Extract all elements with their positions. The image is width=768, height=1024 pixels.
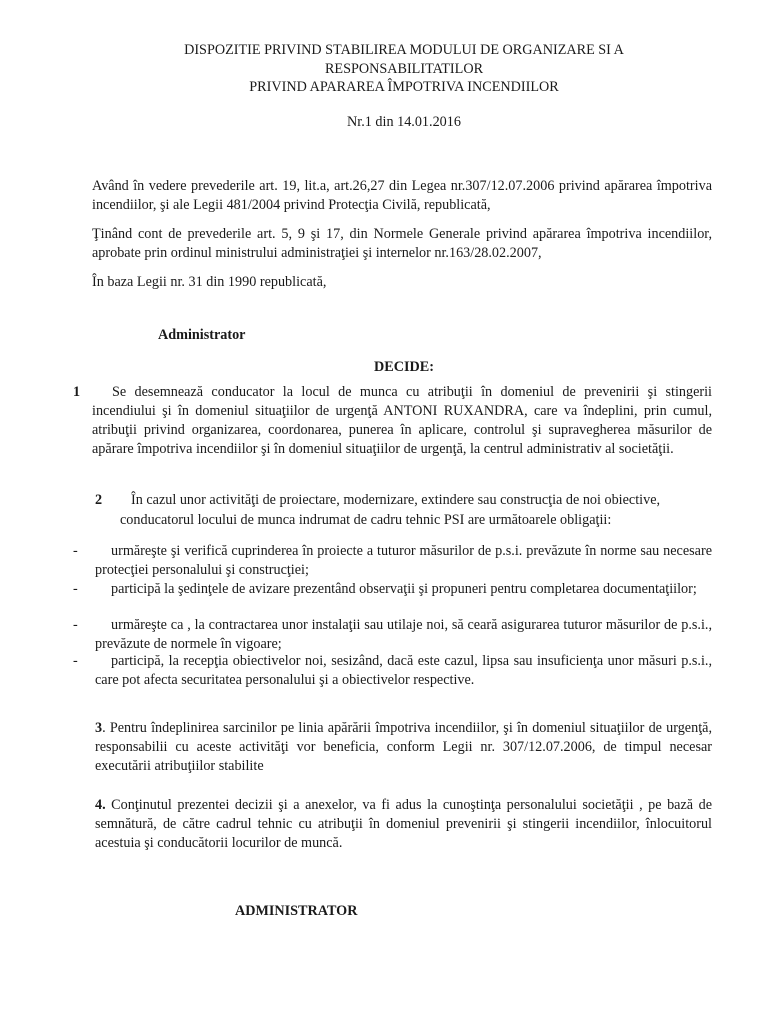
article-2-line-2: conducatorul locului de munca indrumat de cadru tehnic PSI are următoarele obligaţii:: [120, 512, 612, 528]
signature-label: ADMINISTRATOR: [235, 903, 358, 919]
title-line-3: PRIVIND APARAREA ÎMPOTRIVA INCENDIILOR: [249, 79, 559, 95]
article-2-number: 2: [95, 492, 103, 508]
list-item: urmăreşte ca , la contractarea unor instalaţii sau utilaje noi, să ceară asigurarea tuturor măsurilor de p.s.i., prevăzute de normele în vigoare;: [95, 617, 712, 652]
article-4-text: Conţinutul prezentei decizii şi a anexelor, va fi adus la cunoştinţa personalului societăţii , pe bază de semnătură, de către cadrul tehnic cu atribuţii în domeniul prevenirii şi stingerii incendiilor, înlocuitorul acestuia şi conducătorii locurilor de muncă.: [95, 797, 712, 851]
title-line-1: DISPOZITIE PRIVIND STABILIREA MODULUI DE ORGANIZARE SI A: [184, 42, 624, 58]
article-4-number: 4.: [95, 797, 106, 813]
title-line-2: RESPONSABILITATILOR: [324, 60, 484, 77]
preamble-paragraph-3: În baza Legii nr. 31 din 1990 republicată,: [92, 274, 327, 290]
list-item-dash: -: [73, 581, 78, 597]
list-item-dash: -: [73, 617, 78, 633]
list-item-dash: -: [73, 543, 78, 559]
decide-heading: DECIDE:: [374, 359, 434, 375]
document-title: [0, 41, 768, 97]
article-3-text: . Pentru îndeplinirea sarcinilor pe linia apărării împotriva incendiilor, şi în domeniul situaţiilor de urgenţă, responsabilii cu aceste activităţi vor beneficia, conform Legii nr. 307/12.07.2006, de timpul necesar executării atribuţiilor stabilite: [95, 720, 712, 774]
article-4: [95, 796, 712, 853]
document-number: Nr.1 din 14.01.2016: [347, 114, 461, 130]
article-1-text: Se desemnează conducator la locul de munca cu atribuţii în domeniul de prevenirii şi stingerii incendiului şi în domeniul situaţiilor de urgenţă ANTONI RUXANDRA, care va îndeplini, prin cumul, atribuţii privind organizarea, coordonarea, punerea în aplicare, controlul şi supravegherea măsurilor de apărare împotriva incendiilor şi în domeniul situaţiilor de urgenţă, la centrul administrativ al societăţii.: [92, 384, 712, 457]
list-item-dash: -: [73, 653, 78, 669]
issuer-label: Administrator: [158, 327, 246, 343]
article-3: [95, 719, 712, 776]
preamble-paragraph-2: Ţinând cont de prevederile art. 5, 9 şi 17, din Normele Generale privind apărarea împotriva incendiilor, aprobate prin ordinul ministrului administraţiei şi internelor nr.163/28.02.2007,: [92, 226, 712, 261]
article-1-number: 1: [73, 384, 81, 400]
preamble-paragraph-1: Având în vedere prevederile art. 19, lit.a, art.26,27 din Legea nr.307/12.07.2006 privind apărarea împotriva incendiilor, şi ale Legii 481/2004 privind Protecţia Civilă, republicată,: [92, 178, 712, 213]
article-2-line-1: În cazul unor activităţi de proiectare, modernizare, extindere sau construcţia de noi obiective,: [131, 492, 661, 508]
list-item: participă la şedinţele de avizare prezentând observaţii şi propuneri pentru completarea documentaţiilor;: [111, 581, 697, 597]
article-3-number: 3: [95, 720, 103, 736]
list-item: urmăreşte şi verifică cuprinderea în proiecte a tuturor măsurilor de p.s.i. prevăzute în norme sau necesare protecţiei personalului şi construcţiei;: [95, 543, 712, 578]
list-item: participă, la recepţia obiectivelor noi, sesizând, dacă este cazul, lipsa sau insuficienţa unor măsuri p.s.i., care pot afecta securitatea personalului şi a obiectivelor respective.: [95, 653, 712, 688]
